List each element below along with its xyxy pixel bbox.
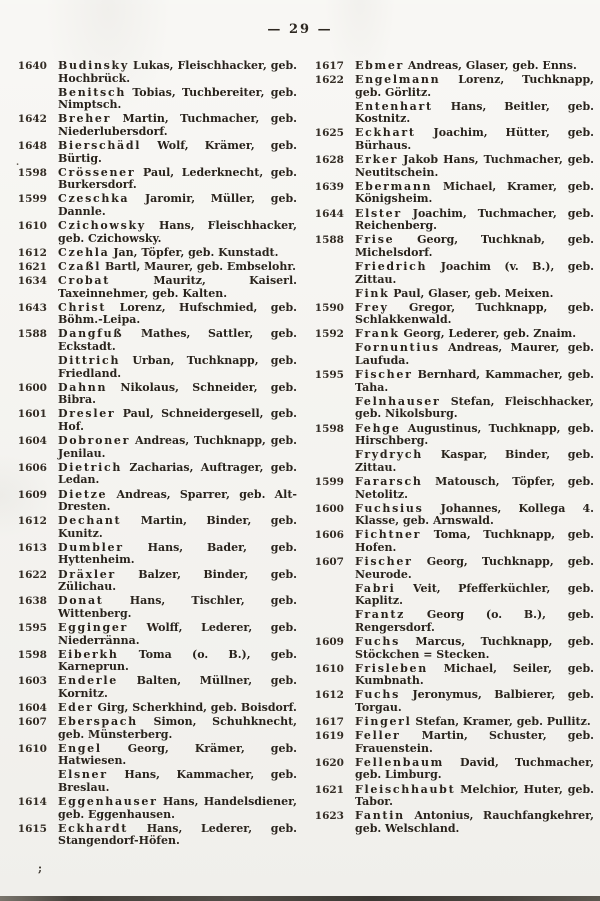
entry-year	[313, 101, 344, 126]
entry-text: Erker Jakob Hans, Tuchmacher, geb. Neutitschein.	[355, 153, 594, 179]
entry-year: 1628	[314, 154, 344, 167]
entry-text: Bierschädl Wolf, Krämer, geb. Bürtig.	[58, 139, 297, 165]
entry-text: Fleischhaubt Melchior, Huter, geb. Tabor.	[355, 782, 594, 809]
register-entry	[313, 127, 594, 152]
entry-text: Frantz Georg (o. B.), geb. Rengersdorf.	[355, 608, 594, 634]
entry-surname: Dietze	[58, 487, 108, 501]
entry-text: Fischer Bernhard, Kammacher, geb. Taha.	[355, 368, 594, 394]
entry-surname: Engelmann	[355, 73, 441, 87]
entry-text: Dangfuß Mathes, Sattler, geb. Eckstadt.	[58, 327, 297, 353]
entry-text: Frise Georg, Tuchknab, geb. Michelsdorf.	[355, 233, 594, 259]
entry-text: Fichtner Toma, Tuchknapp, geb. Hofen.	[355, 528, 594, 554]
entry-year: 1610	[17, 742, 47, 755]
entry-surname: Czeschka	[58, 192, 130, 206]
entry-text: Czichowsky Hans, Fleischhacker, geb. Czichowsky.	[58, 219, 297, 245]
register-entry	[16, 515, 297, 540]
entry-surname: Czaßl	[58, 259, 102, 273]
register-entry	[16, 542, 297, 567]
entry-year: 1610	[314, 662, 344, 675]
entry-surname: Frey	[355, 300, 389, 314]
entry-surname: Dittrich	[58, 354, 121, 368]
register-entry	[313, 784, 594, 809]
entry-year: 1609	[17, 488, 47, 501]
entry-year: 1590	[314, 301, 344, 314]
entry-text: Fink Paul, Glaser, geb. Meixen.	[355, 286, 554, 300]
entry-year: 1617	[314, 60, 344, 72]
entry-surname: Dobroner	[58, 434, 131, 448]
entry-surname: Budinsky	[58, 59, 129, 72]
entry-text: Dresler Paul, Schneidergesell, geb. Hof.	[58, 407, 297, 434]
entry-surname: Friedrich	[355, 259, 428, 273]
register-entry	[313, 369, 594, 394]
entry-year: 1613	[17, 541, 47, 554]
entry-year: 1598	[17, 648, 47, 661]
entry-text: Fantin Antonius, Rauchfangkehrer, geb. Welschland.	[355, 809, 594, 835]
register-entry	[16, 328, 297, 353]
entry-surname: Fischer	[355, 554, 413, 568]
entry-surname: Frydrych	[355, 448, 423, 462]
entry-text: Eggenhauser Hans, Handelsdiener, geb. Eggenhausen.	[58, 795, 297, 821]
entry-year: 1599	[17, 193, 47, 206]
entry-surname: Eiberkh	[58, 647, 119, 661]
entry-text: Egginger Wolff, Lederer, geb. Niederränna.	[58, 620, 297, 647]
register-entry	[16, 113, 297, 138]
entry-text: Fellenbaum David, Tuchmacher, geb. Limburg.	[355, 755, 594, 782]
entry-year: 1592	[314, 328, 344, 341]
entry-year: 1603	[17, 675, 47, 688]
register-entry	[16, 60, 297, 85]
entry-surname: Eberspach	[58, 715, 138, 729]
entry-surname: Fingerl	[355, 715, 412, 729]
entry-surname: Dietrich	[58, 460, 123, 474]
register-entry	[313, 449, 594, 474]
entry-surname: Enderle	[58, 674, 118, 688]
entry-text: Fischer Georg, Tuchknapp, geb. Neurode.	[355, 554, 594, 581]
entry-surname: Fleischhaubt	[355, 782, 456, 796]
register-entry	[16, 140, 297, 165]
scan-edge-strip	[0, 896, 600, 901]
entry-text: Czaßl Bartl, Maurer, geb. Embselohr.	[58, 259, 296, 273]
register-entry	[16, 675, 297, 700]
entry-year	[313, 342, 344, 367]
entry-surname: Dräxler	[58, 567, 116, 581]
entry-text: Engelmann Lorenz, Tuchknapp, geb. Görlitz.	[355, 73, 594, 99]
register-column-left	[16, 60, 297, 850]
register-entry	[16, 382, 297, 407]
entry-year: 1606	[17, 461, 47, 474]
register-entry	[16, 595, 297, 620]
register-entry	[16, 569, 297, 594]
entry-text: Entenhart Hans, Beitler, geb. Kostnitz.	[355, 99, 594, 126]
entry-surname: Breher	[58, 112, 112, 126]
entry-text: Fingerl Stefan, Kramer, geb. Pullitz.	[355, 715, 591, 729]
entry-surname: Dangfuß	[58, 327, 124, 341]
entry-text: Eberspach Simon, Schuhknecht, geb. Münsterberg.	[58, 715, 297, 741]
register-entry	[16, 167, 297, 192]
entry-year: 1588	[314, 234, 344, 247]
register-entry	[313, 529, 594, 554]
entry-surname: Dresler	[58, 407, 116, 421]
entry-text: Dechant Martin, Binder, geb. Kunitz.	[58, 514, 297, 540]
entry-surname: Frisleben	[355, 661, 428, 675]
entry-year: 1598	[17, 166, 47, 179]
entry-surname: Egginger	[58, 620, 129, 634]
entry-surname: Fantin	[355, 809, 405, 823]
entry-surname: Bierschädl	[58, 139, 142, 153]
entry-surname: Benitsch	[58, 85, 127, 99]
entry-surname: Erker	[355, 153, 399, 167]
register-entry	[313, 60, 594, 73]
entry-year	[313, 609, 344, 634]
entry-year: 1610	[17, 220, 47, 233]
register-entry	[16, 261, 297, 274]
entry-year: 1642	[17, 113, 47, 126]
entry-text: Felnhauser Stefan, Fleischhacker, geb. Nikolsburg.	[355, 394, 594, 421]
entry-year: 1640	[17, 60, 47, 72]
register-entry	[16, 462, 297, 487]
register-entry	[313, 208, 594, 233]
entry-text: Breher Martin, Tuchmacher, geb. Niederlubersdorf.	[58, 112, 297, 138]
entry-year: 1588	[17, 328, 47, 341]
register-entry	[16, 408, 297, 433]
entry-text: Frisleben Michael, Seiler, geb. Kumbnath.	[355, 661, 594, 688]
entry-surname: Christ	[58, 300, 107, 314]
entry-text: Eckhardt Hans, Lederer, geb. Stangendorf-Höfen.	[58, 821, 297, 848]
entry-text: Fornuntius Andreas, Maurer, geb. Laufuda.	[355, 341, 594, 368]
entry-year: 1617	[314, 716, 344, 729]
register-entry	[313, 181, 594, 206]
entry-year: 1634	[17, 275, 47, 287]
entry-year: 1643	[17, 301, 47, 314]
register-entry	[313, 757, 594, 782]
entry-text: Dittrich Urban, Tuchknapp, geb. Friedland.	[58, 354, 297, 380]
entry-surname: Donat	[58, 594, 104, 608]
register-entry	[313, 74, 594, 99]
register-entry	[313, 261, 594, 286]
register-entry	[313, 423, 594, 448]
entry-year: 1623	[314, 810, 344, 823]
entry-surname: Fink	[355, 286, 390, 300]
register-entry	[16, 796, 297, 821]
entry-surname: Eckhart	[355, 126, 416, 140]
entry-year: 1639	[314, 180, 344, 193]
entry-surname: Fichtner	[355, 528, 422, 542]
register-entry	[313, 503, 594, 528]
entry-year: 1607	[17, 716, 47, 729]
entry-year	[16, 769, 47, 794]
entry-text: Fehge Augustinus, Tuchknapp, geb. Hirschberg.	[355, 421, 594, 448]
entry-surname: Fellenbaum	[355, 755, 445, 769]
entry-year: 1595	[314, 369, 344, 382]
entry-surname: Dahnn	[58, 380, 108, 394]
entry-text: Enderle Balten, Müllner, geb. Kornitz.	[58, 674, 297, 700]
entry-surname: Elsner	[58, 768, 108, 782]
entry-text: Ebmer Andreas, Glaser, geb. Enns.	[355, 59, 577, 72]
register-entry	[16, 193, 297, 218]
entry-text: Donat Hans, Tischler, geb. Wittenberg.	[58, 594, 297, 620]
register-entry	[313, 810, 594, 835]
entry-surname: Frank	[355, 327, 400, 341]
entry-year	[313, 261, 344, 286]
entry-text: Crobat Mauritz, Kaiserl. Taxeinnehmer, geb. Kalten.	[58, 274, 297, 300]
entry-text: Frank Georg, Lederer, geb. Znaim.	[355, 327, 577, 341]
entry-text: Fuchsius Johannes, Kollega 4. Klasse, geb. Arnswald.	[355, 501, 594, 528]
register-entry	[313, 396, 594, 421]
register-entry	[16, 743, 297, 768]
register-entry	[313, 342, 594, 367]
register-entry	[16, 823, 297, 848]
register-entry	[313, 101, 594, 126]
register-entry	[16, 435, 297, 460]
entry-year	[313, 396, 344, 421]
register-entry	[313, 234, 594, 259]
register-entry	[16, 275, 297, 300]
entry-text: Christ Lorenz, Hufschmied, geb. Böhm.-Leipa.	[58, 300, 297, 327]
entry-year: 1599	[314, 475, 344, 488]
entry-surname: Fuchs	[355, 688, 401, 702]
entry-text: Frydrych Kaspar, Binder, geb. Zittau.	[355, 448, 594, 474]
entry-surname: Feller	[355, 729, 401, 743]
entry-year: 1601	[17, 408, 47, 421]
entry-surname: Fuchs	[355, 635, 401, 649]
entry-year	[313, 449, 344, 474]
entry-surname: Eggenhauser	[58, 795, 158, 809]
entry-surname: Eckhardt	[58, 821, 128, 835]
entry-surname: Fornuntius	[355, 341, 440, 355]
entry-text: Elster Joachim, Tuchmacher, geb. Reichenberg.	[355, 206, 594, 233]
entry-year: 1638	[17, 595, 47, 608]
entry-text: Czeschka Jaromir, Müller, geb. Dannle.	[58, 192, 297, 219]
register-entry	[16, 649, 297, 674]
register-columns	[16, 60, 594, 850]
register-entry	[313, 556, 594, 581]
register-entry	[16, 87, 297, 112]
entry-text: Budinsky Lukas, Fleischhacker, geb. Hochbrück.	[58, 59, 297, 85]
entry-text: Dietze Andreas, Sparrer, geb. Alt-Dresten.	[58, 487, 297, 514]
entry-surname: Crössener	[58, 165, 136, 179]
entry-year: 1614	[17, 796, 47, 809]
register-entry	[16, 355, 297, 380]
entry-year: 1604	[17, 435, 47, 448]
register-entry	[16, 769, 297, 794]
entry-text: Czehla Jan, Töpfer, geb. Kunstadt.	[58, 245, 279, 259]
register-entry	[313, 716, 594, 729]
entry-text: Eckhart Joachim, Hütter, geb. Bürhaus.	[355, 126, 594, 153]
entry-year: 1607	[314, 555, 344, 568]
entry-text: Benitsch Tobias, Tuchbereiter, geb. Nimptsch.	[58, 85, 297, 112]
entry-year	[313, 288, 344, 301]
entry-year: 1606	[314, 529, 344, 542]
entry-text: Fararsch Matousch, Töpfer, geb. Netolitz.	[355, 474, 594, 501]
entry-surname: Crobat	[58, 274, 110, 287]
entry-surname: Engel	[58, 741, 102, 755]
register-entry	[313, 154, 594, 179]
entry-year: 1612	[314, 689, 344, 702]
entry-surname: Frantz	[355, 608, 406, 622]
entry-text: Friedrich Joachim (v. B.), geb. Zittau.	[355, 259, 594, 286]
register-entry	[313, 476, 594, 501]
entry-year: 1612	[17, 515, 47, 528]
register-entry	[16, 702, 297, 715]
entry-text: Dobroner Andreas, Tuchknapp, geb. Jenilau.	[58, 434, 297, 460]
entry-text: Ebermann Michael, Kramer, geb. Königsheim.	[355, 179, 594, 206]
entry-year: 1644	[314, 207, 344, 220]
register-entry	[313, 636, 594, 661]
register-entry	[313, 689, 594, 714]
entry-surname: Felnhauser	[355, 394, 441, 408]
entry-surname: Entenhart	[355, 99, 433, 113]
entry-year: 1620	[314, 756, 344, 769]
entry-year: 1609	[314, 636, 344, 649]
entry-year: 1612	[17, 246, 47, 259]
entry-year: 1600	[314, 502, 344, 515]
entry-year: 1595	[17, 621, 47, 634]
entry-year	[16, 87, 47, 112]
entry-text: Eder Girg, Scherkhind, geb. Boisdorf.	[58, 701, 297, 714]
entry-year: 1648	[17, 140, 47, 153]
entry-surname: Fuchsius	[355, 501, 424, 515]
entry-text: Frey Gregor, Tuchknapp, geb. Schlakkenwald.	[355, 300, 594, 327]
register-entry	[16, 302, 297, 327]
entry-text: Engel Georg, Krämer, geb. Hatwiesen.	[58, 741, 297, 768]
entry-year: 1615	[17, 822, 47, 835]
entry-text: Dietrich Zacharias, Auftrager, geb. Ledan.	[58, 460, 297, 487]
register-entry	[313, 730, 594, 755]
entry-year: 1621	[314, 783, 344, 796]
register-entry	[313, 609, 594, 634]
entry-surname: Elster	[355, 206, 402, 220]
register-entry	[16, 247, 297, 260]
entry-text: Elsner Hans, Kammacher, geb. Breslau.	[58, 768, 297, 795]
register-entry	[313, 288, 594, 301]
entry-text: Eiberkh Toma (o. B.), geb. Karneprun.	[58, 647, 297, 674]
entry-year: 1600	[17, 381, 47, 394]
entry-surname: Dumbler	[58, 540, 124, 554]
entry-year: 1622	[17, 568, 47, 581]
entry-text: Fabri Veit, Pfefferküchler, geb. Kaplitz.	[355, 581, 594, 608]
register-entry	[16, 489, 297, 514]
register-entry	[313, 583, 594, 608]
entry-surname: Dechant	[58, 514, 122, 528]
entry-year: 1598	[314, 422, 344, 435]
entry-surname: Czehla	[58, 245, 110, 259]
entry-surname: Fischer	[355, 368, 413, 382]
entry-surname: Fararsch	[355, 474, 423, 488]
entry-year: 1619	[314, 730, 344, 743]
entry-text: Feller Martin, Schuster, geb. Frauenstein.	[355, 729, 594, 755]
entry-text: Dahnn Nikolaus, Schneider, geb. Bibra.	[58, 380, 297, 407]
entry-text: Dumbler Hans, Bader, geb. Hyttenheim.	[58, 540, 297, 567]
page-number: — 29 —	[267, 22, 333, 37]
entry-surname: Fehge	[355, 421, 401, 435]
entry-surname: Frise	[355, 233, 395, 247]
entry-year	[313, 583, 344, 608]
register-column-right	[313, 60, 594, 850]
entry-year: 1622	[314, 74, 344, 87]
entry-year: 1625	[314, 127, 344, 140]
entry-text: Dräxler Balzer, Binder, geb. Zülichau.	[58, 567, 297, 594]
entry-text: Crössener Paul, Lederknecht, geb. Burkersdorf.	[58, 165, 297, 192]
entry-surname: Ebmer	[355, 59, 405, 72]
entry-surname: Fabri	[355, 581, 396, 595]
entry-surname: Eder	[58, 701, 94, 714]
entry-year: 1604	[17, 702, 47, 714]
entry-year: 1621	[17, 260, 47, 273]
entry-text: Fuchs Marcus, Tuchknapp, geb. Stöckchen = Stecken.	[355, 635, 594, 661]
stray-dot-mark: .	[16, 158, 20, 168]
register-entry	[16, 220, 297, 245]
entry-surname: Czichowsky	[58, 219, 146, 233]
register-entry	[313, 302, 594, 327]
entry-text: Fuchs Jeronymus, Balbierer, geb. Torgau.	[355, 688, 594, 714]
entry-year	[16, 355, 47, 380]
register-entry	[313, 328, 594, 341]
entry-surname: Ebermann	[355, 179, 433, 193]
register-entry	[16, 716, 297, 741]
register-entry	[16, 622, 297, 647]
register-entry	[313, 663, 594, 688]
stray-ink-mark: ;	[38, 862, 43, 875]
